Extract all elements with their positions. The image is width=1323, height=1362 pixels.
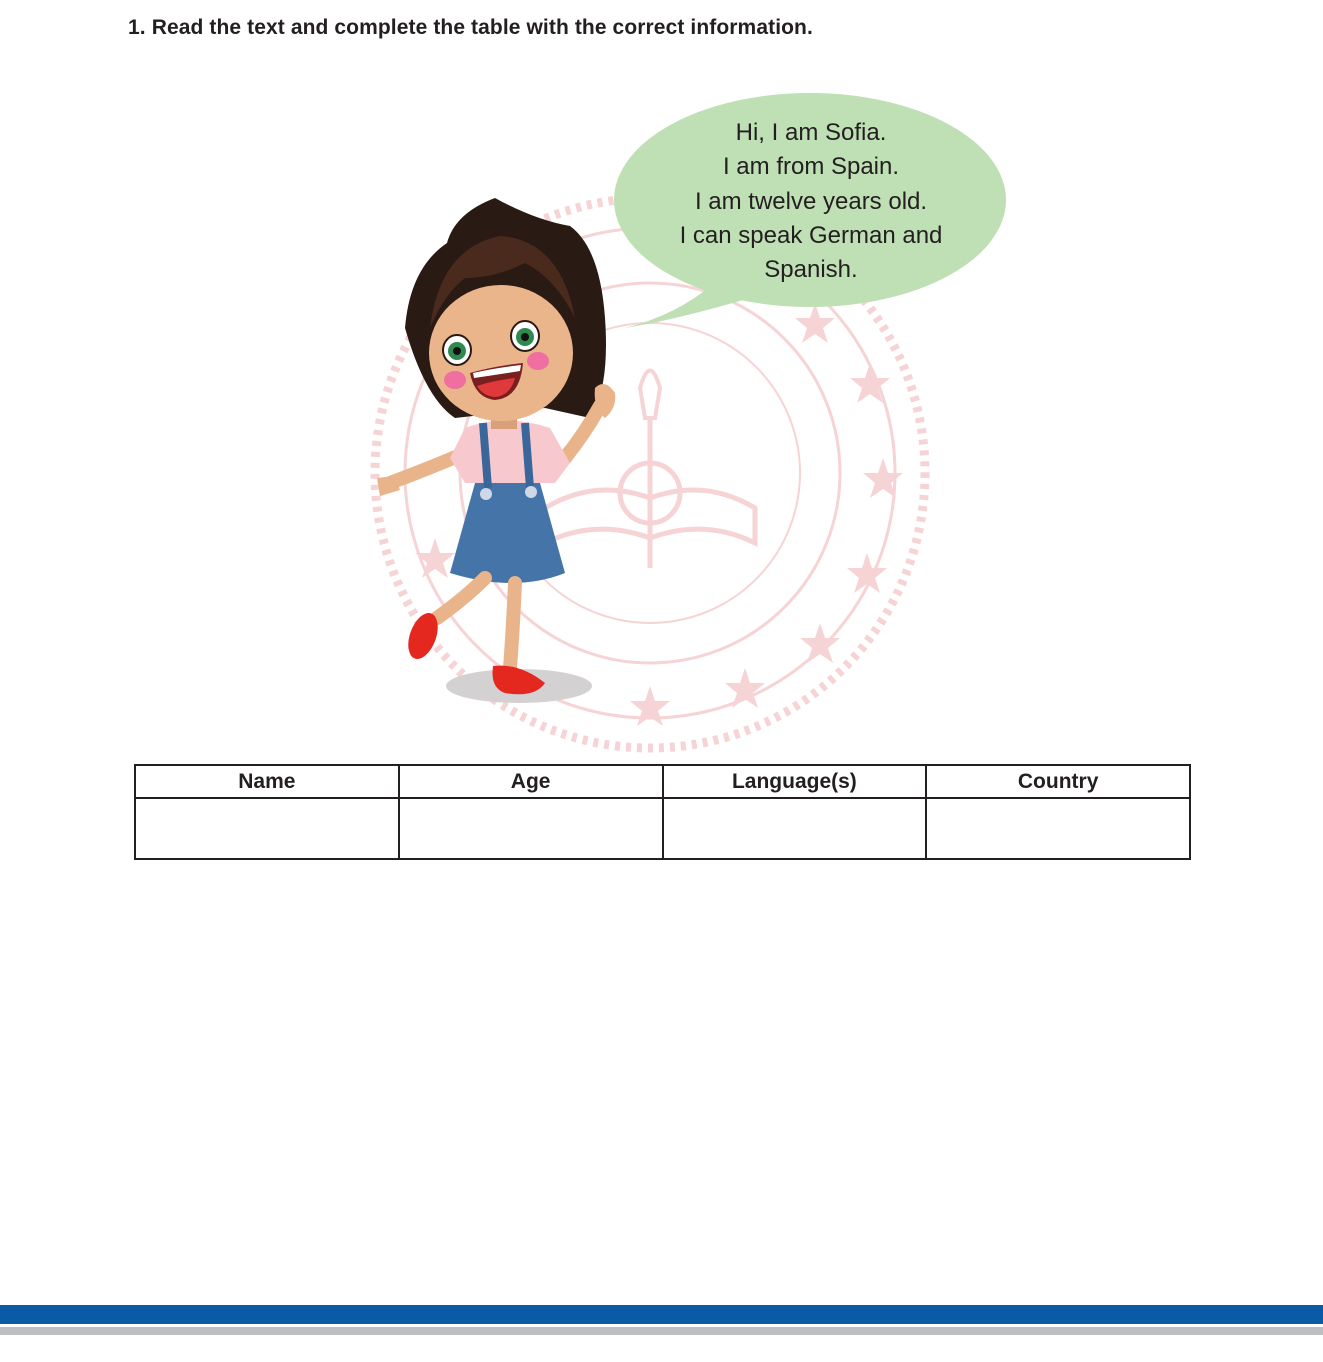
instruction-text: Read the text and complete the table with the correct information. [151,16,813,39]
speech-line: Spanish. [764,256,858,284]
speech-bubble-text [640,116,982,287]
column-header-country: Country [926,765,1190,798]
cartoon-girl [377,198,615,703]
exercise-number: 1. [128,16,146,39]
answer-cell-name[interactable] [135,798,399,859]
column-header-languages: Language(s) [663,765,927,798]
footer-grey-line [0,1327,1323,1335]
speech-line: I can speak German and [679,221,943,249]
column-header-name: Name [135,765,399,798]
answer-table [134,764,1191,860]
speech-line: I am twelve years old. [694,187,928,215]
answer-cell-languages[interactable] [663,798,927,859]
table-header-row [135,765,1190,798]
table-row [135,798,1190,859]
answer-cell-age[interactable] [399,798,663,859]
exercise-instruction [128,16,813,40]
column-header-age: Age [399,765,663,798]
speech-line: I am from Spain. [722,153,900,181]
footer-blue-bar [0,1305,1323,1324]
speech-line: Hi, I am Sofia. [735,119,887,146]
answer-cell-country[interactable] [926,798,1190,859]
